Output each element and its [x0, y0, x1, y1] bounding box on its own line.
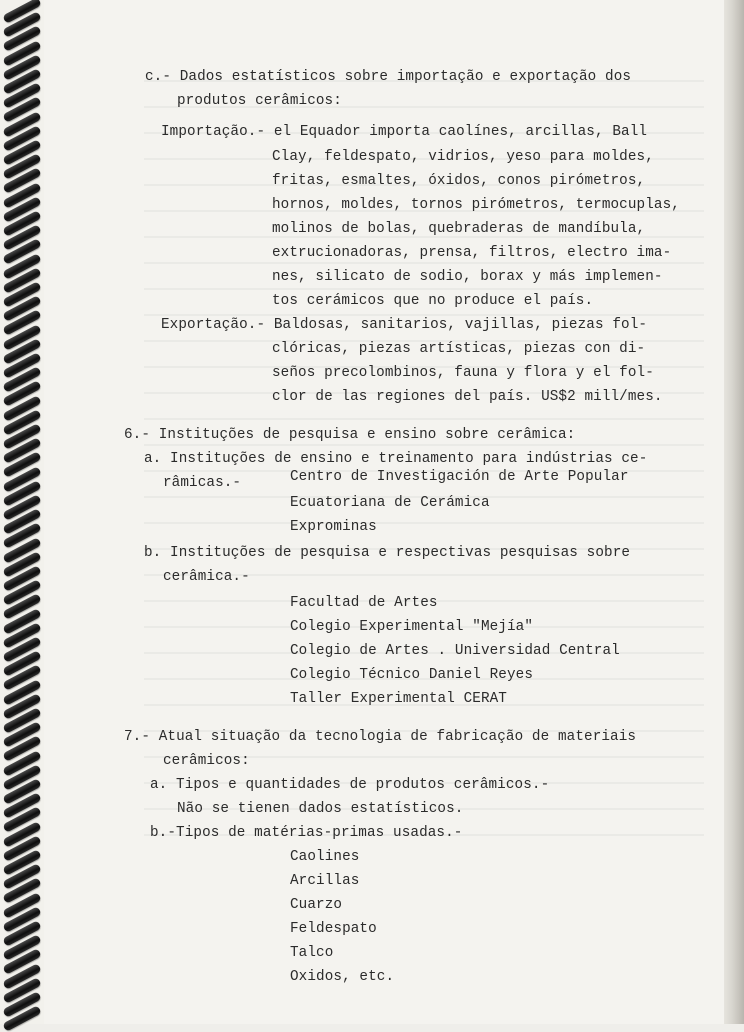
text-line: produtos cerâmicos:	[177, 93, 342, 109]
text-line: Clay, feldespato, vidrios, yeso para moldes,	[272, 149, 654, 165]
text-line: clóricas, piezas artísticas, piezas con di-	[272, 341, 646, 357]
spiral-binding	[0, 0, 44, 1024]
text-line: Centro de Investigación de Arte Popular	[290, 469, 629, 485]
text-line: Exportação.- Baldosas, sanitarios, vajillas, piezas fol-	[161, 317, 648, 333]
page-edge	[724, 0, 744, 1024]
text-line: 7.- Atual situação da tecnologia de fabricação de materiais	[124, 729, 637, 745]
text-line: râmicas.-	[163, 475, 242, 491]
text-line: extrucionadoras, prensa, filtros, electro ima-	[272, 245, 672, 261]
text-line: Arcillas	[290, 873, 360, 889]
text-line: Caolines	[290, 849, 360, 865]
text-line: 6.- Instituções de pesquisa e ensino sobre cerâmica:	[124, 427, 576, 443]
text-line: Exprominas	[290, 519, 377, 535]
text-line: Não se tienen dados estatísticos.	[177, 801, 464, 817]
text-line: a. Instituções de ensino e treinamento para indústrias ce-	[144, 451, 648, 467]
text-line: hornos, moldes, tornos pirómetros, termocuplas,	[272, 197, 680, 213]
text-line: Taller Experimental CERAT	[290, 691, 507, 707]
text-line: nes, silicato de sodio, borax y más implemen-	[272, 269, 663, 285]
text-line: Talco	[290, 945, 334, 961]
text-line: Colegio Experimental "Mejía"	[290, 619, 534, 635]
text-line: Cuarzo	[290, 897, 343, 913]
text-line: tos cerámicos que no produce el país.	[272, 293, 594, 309]
text-line: b.-Tipos de matérias-primas usadas.-	[150, 825, 463, 841]
text-line: a. Tipos e quantidades de produtos cerâmicos.-	[150, 777, 550, 793]
text-line: fritas, esmaltes, óxidos, conos pirómetros,	[272, 173, 646, 189]
text-line: Feldespato	[290, 921, 377, 937]
text-line: Facultad de Artes	[290, 595, 438, 611]
text-line: seños precolombinos, fauna y flora y el fol-	[272, 365, 654, 381]
text-line: cerâmica.-	[163, 569, 250, 585]
text-line: Importação.- el Equador importa caolínes, arcillas, Ball	[161, 124, 648, 140]
text-line: Ecuatoriana de Cerámica	[290, 495, 490, 511]
text-line: Colegio de Artes . Universidad Central	[290, 643, 620, 659]
text-line: molinos de bolas, quebraderas de mandíbula,	[272, 221, 646, 237]
text-line: cerâmicos:	[163, 753, 250, 769]
text-line: b. Instituções de pesquisa e respectivas pesquisas sobre	[144, 545, 631, 561]
text-line: c.- Dados estatísticos sobre importação e exportação dos	[145, 69, 632, 85]
text-line: Colegio Técnico Daniel Reyes	[290, 667, 534, 683]
text-line: Oxidos, etc.	[290, 969, 395, 985]
text-line: clor de las regiones del país. US$2 mill/mes.	[272, 389, 663, 405]
